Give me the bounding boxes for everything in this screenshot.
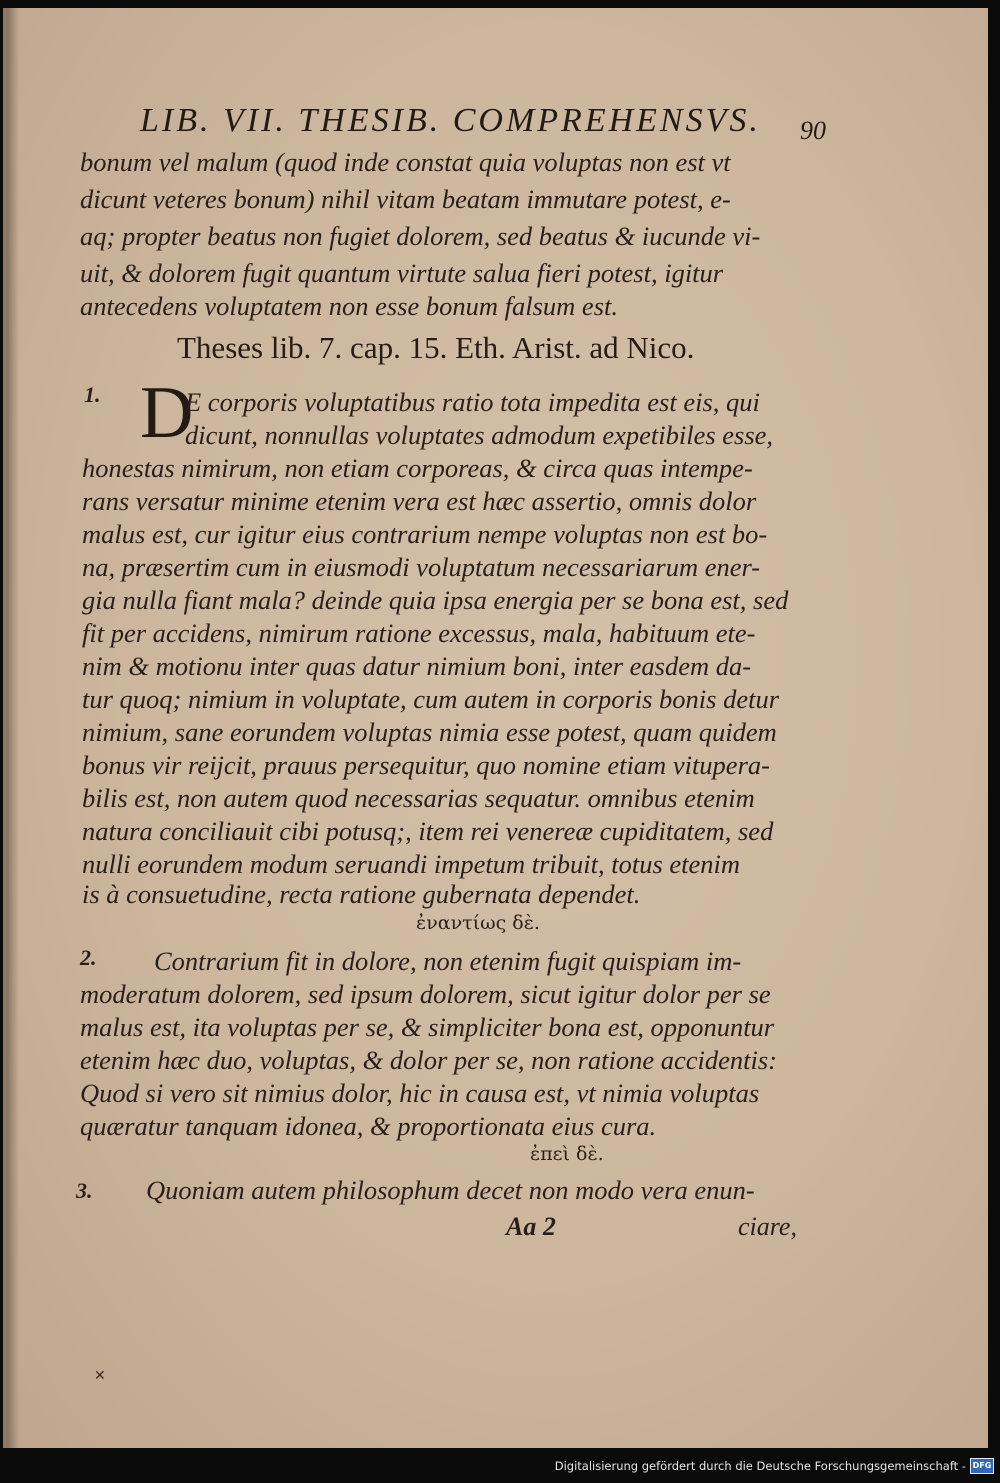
section-heading: Theses lib. 7. cap. 15. Eth. Arist. ad Nico.: [177, 330, 695, 365]
signature-mark: Aa 2: [506, 1212, 556, 1241]
text-line: na, præsertim cum in eiusmodi voluptatum necessariarum ener-: [82, 552, 761, 582]
page-number: 90: [800, 116, 826, 145]
thesis-number: 3.: [76, 1178, 93, 1203]
drop-capital: D: [140, 372, 194, 454]
digitization-footer: [555, 1455, 994, 1477]
text-line: nim & motionu inter quas datur nimium boni, inter easdem da-: [82, 651, 752, 681]
text-line: dicunt, nonnullas voluptates admodum expetibiles esse,: [185, 420, 774, 450]
text-line: fit per accidens, nimirum ratione excessus, mala, habituum ete-: [82, 618, 756, 648]
text-line: etenim hæc duo, voluptas, & dolor per se, non ratione accidentis:: [80, 1045, 777, 1075]
text-line: malus est, cur igitur eius contrarium nempe voluptas non est bo-: [82, 519, 768, 549]
text-line: nimium, sane eorundem voluptas nimia esse potest, quam quidem: [82, 717, 777, 747]
text-line: bilis est, non autem quod necessarias sequatur. omnibus etenim: [82, 783, 755, 813]
text-line: bonus vir reijcit, prauus persequitur, quo nomine etiam vitupera-: [82, 750, 770, 780]
text-line: antecedens voluptatem non esse bonum falsum est.: [80, 291, 618, 321]
thesis-number: 2.: [80, 945, 97, 970]
text-line: aq; propter beatus non fugiet dolorem, sed beatus & iucunde vi-: [80, 221, 761, 251]
text-line: quæratur tanquam idonea, & proportionata eius cura.: [80, 1111, 657, 1141]
text-line: nulli eorundem modum seruandi impetum tribuit, totus etenim: [82, 849, 741, 879]
text-line: malus est, ita voluptas per se, & simpliciter bona est, opponuntur: [80, 1012, 775, 1042]
running-head: [140, 102, 820, 142]
page-smudge-mark: ✕: [94, 1368, 106, 1384]
dfg-logo-icon: DFG: [970, 1458, 994, 1474]
text-line: dicunt veteres bonum) nihil vitam beatam immutare potest, e-: [80, 184, 731, 214]
text-line: tur quoq; nimium in voluptate, cum autem in corporis bonis detur: [82, 684, 780, 714]
text-line: rans versatur minime etenim vera est hæc assertio, omnis dolor: [82, 486, 757, 516]
running-head-text: LIB. VII. THESIB. COMPREHENSVS.: [140, 102, 761, 139]
text-line: Contrarium fit in dolore, non etenim fugit quispiam im-: [154, 946, 742, 976]
footer-credit: Digitalisierung gefördert durch die Deutsche Forschungsgemeinschaft -: [554, 1459, 966, 1473]
page-gutter-shadow: [9, 8, 19, 1448]
greek-catchphrase: ἐπεὶ δὲ.: [530, 1143, 604, 1165]
thesis-number: 1.: [84, 382, 101, 407]
text-line: moderatum dolorem, sed ipsum dolorem, sicut igitur dolor per se: [80, 979, 771, 1009]
greek-catchphrase: ἐναντίως δὲ.: [416, 912, 540, 934]
text-line: Quod si vero sit nimius dolor, hic in causa est, vt nimia voluptas: [80, 1078, 760, 1108]
text-line: uit, & dolorem fugit quantum virtute salua fieri potest, igitur: [80, 258, 724, 288]
text-line: gia nulla fiant mala? deinde quia ipsa energia per se bona est, sed: [82, 585, 789, 615]
text-line: is à consuetudine, recta ratione gubernata dependet.: [82, 879, 641, 909]
text-line: Quoniam autem philosophum decet non modo vera enun-: [146, 1175, 755, 1205]
text-line: natura conciliauit cibi potusq;, item rei venereæ cupiditatem, sed: [82, 816, 774, 846]
text-line: bonum vel malum (quod inde constat quia voluptas non est vt: [80, 147, 731, 177]
catchword: ciare,: [738, 1212, 797, 1241]
text-line: E corporis voluptatibus ratio tota impedita est eis, qui: [185, 387, 760, 417]
text-line: honestas nimirum, non etiam corporeas, & circa quas intempe-: [82, 453, 753, 483]
